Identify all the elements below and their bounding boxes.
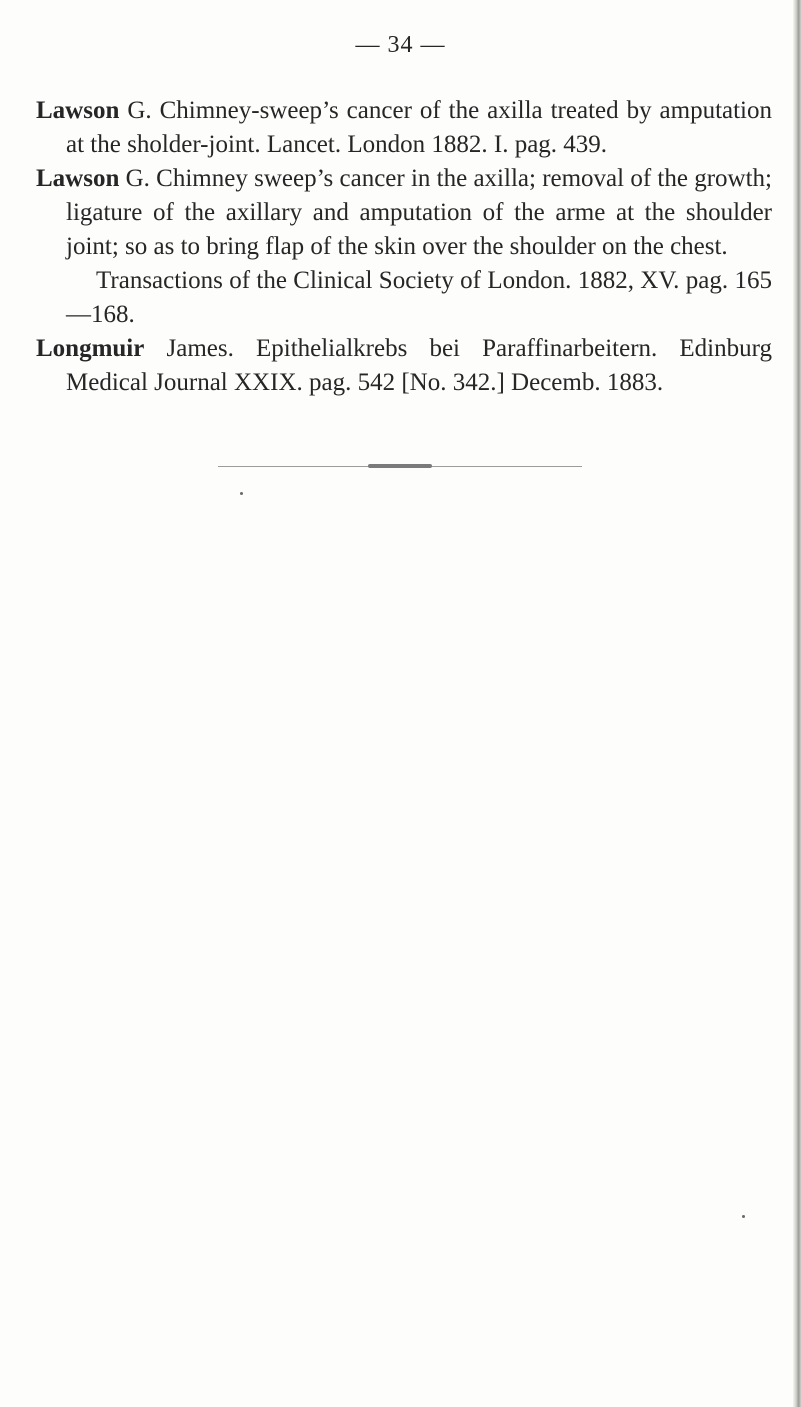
print-speck: [742, 1215, 745, 1218]
entry-text: James. Epithelialkrebs bei Paraffinarbeitern. Edinburg Medical Journal XXIX. pag. 542 [No. 342.] Decemb. 1883.: [66, 335, 772, 396]
print-speck: [240, 492, 243, 495]
entry-author: Lawson: [36, 165, 120, 192]
section-divider-ornament: [368, 464, 432, 468]
entry-text: G. Chimney sweep’s cancer in the axilla; removal of the growth; ligature of the axillary and amputation of the arme at the shoulder joint; so as to bring flap of the skin over the shoulder on the chest.: [66, 165, 772, 260]
entry-author: Longmuir: [36, 335, 145, 362]
bibliography-entry: [36, 94, 772, 162]
bibliography-list: [36, 94, 772, 400]
bibliography-entry: [36, 332, 772, 400]
entry-text: G. Chimney-sweep’s cancer of the axilla treated by amputation at the sholder-joint. Lancet. London 1882. I. pag. 439.: [66, 97, 772, 158]
entry-author: Lawson: [36, 97, 120, 124]
page-edge-shadow: [793, 0, 801, 1407]
page-number: — 34 —: [355, 32, 446, 58]
bibliography-entry: [36, 162, 772, 332]
entry-continuation: Transactions of the Clinical Society of London. 1882, XV. pag. 165—168.: [66, 267, 772, 328]
